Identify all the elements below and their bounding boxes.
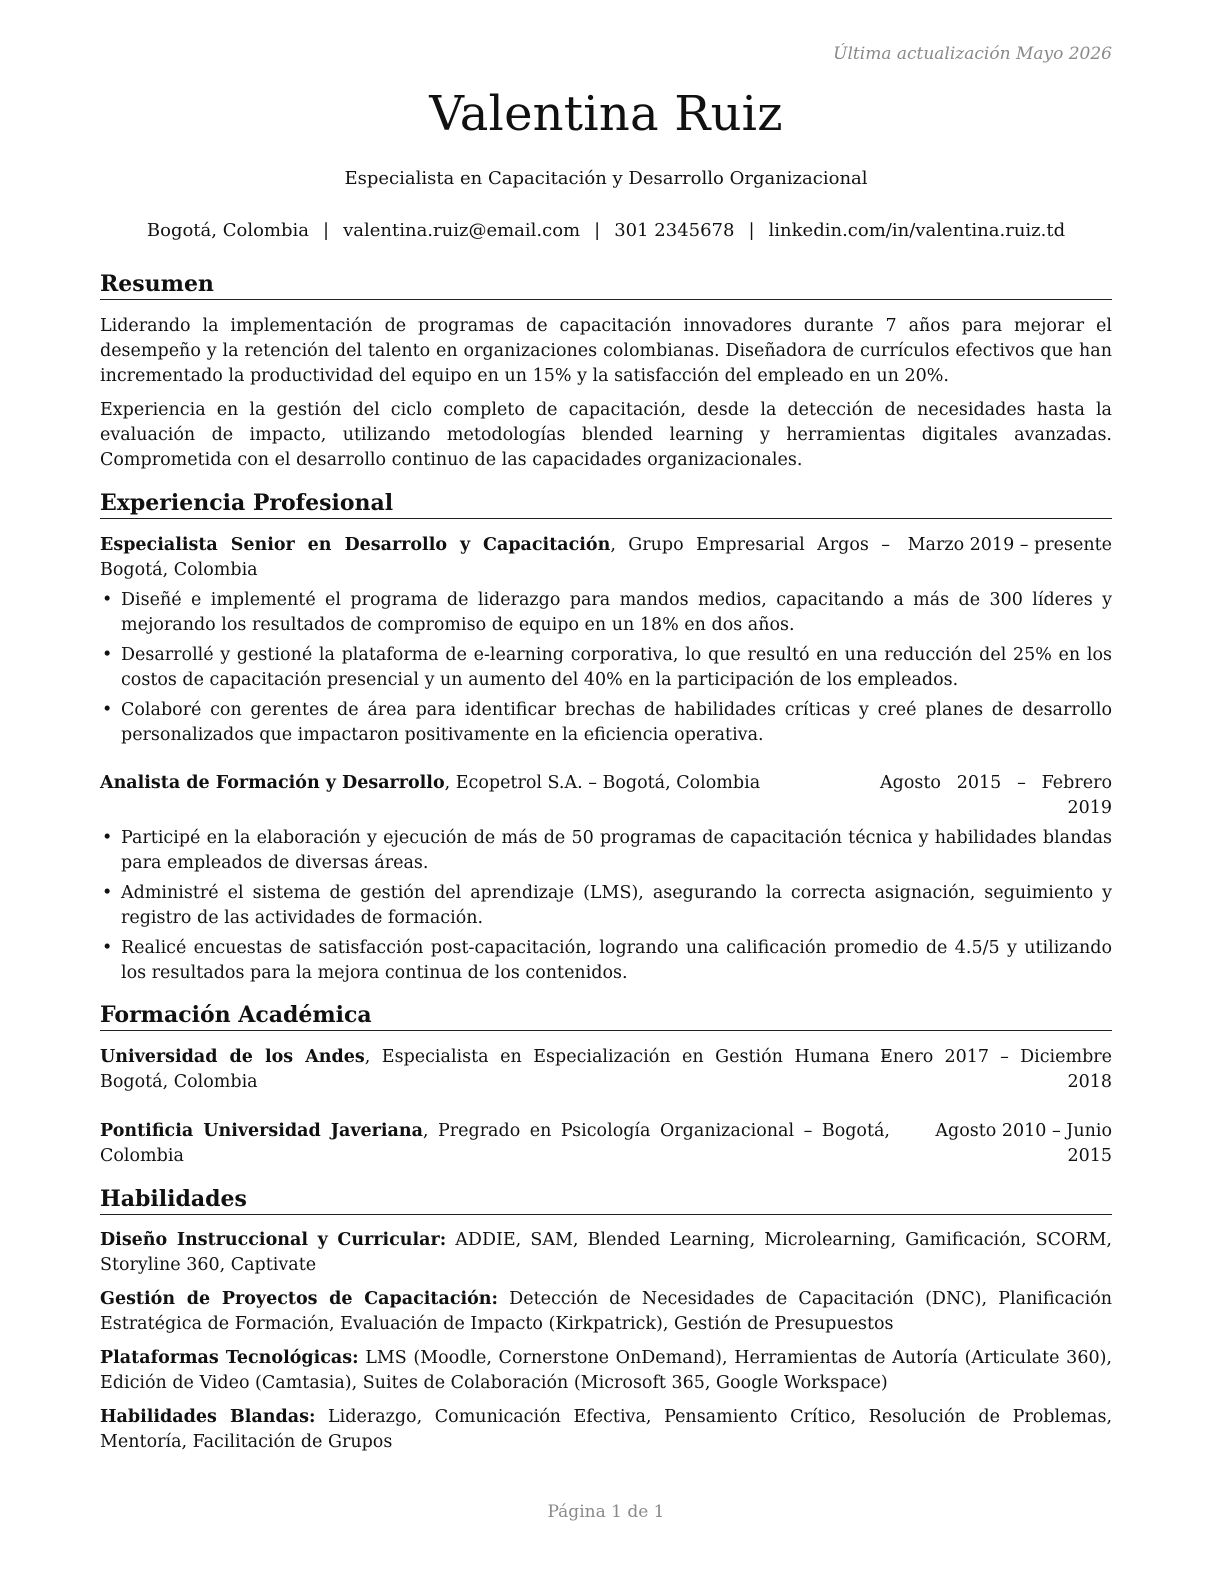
candidate-name: Valentina Ruiz: [429, 86, 783, 142]
skill-label: Gestión de Proyectos de Capacitación:: [100, 1289, 498, 1309]
list-item: • Realicé encuestas de satisfacción post-capacitación, logrando una calificación promedio de 4.5/5 y utilizando los resultados para la mejora continua de los contenidos.: [102, 938, 1112, 983]
skill-label: Diseño Instruccional y Curricular:: [100, 1230, 447, 1250]
section-heading-summary: Resumen: [100, 271, 1112, 300]
education-institution: Universidad de los Andes: [100, 1047, 365, 1067]
bullet-icon: •: [102, 590, 113, 610]
education-dates: Enero 2017 – Diciembre 2018: [880, 1047, 1112, 1092]
list-item: • Diseñé e implementé el programa de liderazgo para mandos medios, capacitando a más de 300 líderes y mejorando los resultados de compromiso de equipo en un 18% en dos años.: [102, 590, 1112, 635]
skill-value: LMS (Moodle, Cornerstone OnDemand), Herramientas de Autoría (Articulate 360), Edición de Video (Camtasia), Suites de Colaboración (Microsoft 365, Google Workspace): [100, 1348, 1112, 1393]
page-number: Página 1 de 1: [547, 1502, 665, 1522]
candidate-title: Especialista en Capacitación y Desarrollo Organizacional: [344, 168, 868, 189]
section-heading-experience: Experiencia Profesional: [100, 490, 1112, 519]
list-item: • Colaboré con gerentes de área para identificar brechas de habilidades críticas y creé planes de desarrollo personalizados que impactaron positivamente en la eficiencia operativa.: [102, 700, 1112, 745]
summary-paragraph: Liderando la implementación de programas de capacitación innovadores durante 7 años para mejorar el desempeño y la retención del talento en organizaciones colombianas. Diseñadora de currículos efectivos que han incrementado la productividad del equipo en un 15% y la satisfacción del empleado en un 20%.: [100, 316, 1112, 386]
education-title-line: [100, 1119, 890, 1169]
job-role: Analista de Formación y Desarrollo: [100, 773, 445, 793]
skill-label: Habilidades Blandas:: [100, 1407, 316, 1427]
bullet-icon: •: [102, 700, 113, 720]
skill-item: [100, 1228, 1112, 1278]
job-bullets: [100, 826, 1112, 991]
education-detail: , Especialista en Especialización en Gestión Humana – Bogotá, Colombia: [100, 1047, 890, 1092]
job-company: , Grupo Empresarial Argos – Bogotá, Colombia: [100, 535, 891, 580]
contact-line: [100, 220, 1112, 241]
contact-location: Bogotá, Colombia: [146, 220, 309, 241]
job-bullets: [100, 588, 1112, 753]
list-item: • Administré el sistema de gestión del aprendizaje (LMS), asegurando la correcta asignación, seguimiento y registro de las actividades de formación.: [102, 883, 1112, 928]
bullet-icon: •: [102, 938, 113, 958]
skill-value: Liderazgo, Comunicación Efectiva, Pensamiento Crítico, Resolución de Problemas, Mentoría, Facilitación de Grupos: [100, 1407, 1113, 1452]
job-company: , Ecopetrol S.A. – Bogotá, Colombia: [444, 773, 761, 793]
job-dates: Agosto 2015 – Febrero 2019: [880, 773, 1112, 818]
education-detail: , Pregrado en Psicología Organizacional – Bogotá, Colombia: [100, 1121, 890, 1166]
contact-separator: |: [748, 220, 755, 241]
education-title-line: [100, 1045, 890, 1095]
last-updated: Última actualización Mayo 2026: [833, 44, 1112, 64]
contact-email[interactable]: valentina.ruiz@email.com: [343, 220, 581, 241]
skill-label: Plataformas Tecnológicas:: [100, 1348, 359, 1368]
education-dates: Agosto 2010 – Junio 2015: [935, 1121, 1112, 1166]
contact-phone: 301 2345678: [614, 220, 735, 241]
job-dates: Marzo 2019 – presente: [907, 535, 1112, 555]
job-title-line: [100, 533, 890, 583]
bullet-icon: •: [102, 828, 113, 848]
summary-paragraph: Experiencia en la gestión del ciclo completo de capacitación, desde la detección de necesidades hasta la evaluación de impacto, utilizando metodologías blended learning y herramientas digitales avanzadas. Comprometida con el desarrollo continuo de las capacidades organizacionales.: [100, 400, 1112, 470]
resume-page: [100, 0, 1112, 1584]
skill-item: [100, 1287, 1112, 1337]
job-role: Especialista Senior en Desarrollo y Capacitación: [100, 535, 611, 555]
list-item: • Desarrollé y gestioné la plataforma de e-learning corporativa, lo que resultó en una reducción del 25% en los costos de capacitación presencial y un aumento del 40% en la participación de los empleados.: [102, 645, 1112, 690]
section-heading-education: Formación Académica: [100, 1002, 1112, 1031]
contact-separator: |: [323, 220, 330, 241]
bullet-icon: •: [102, 883, 113, 903]
education-institution: Pontificia Universidad Javeriana: [100, 1121, 423, 1141]
list-item: • Participé en la elaboración y ejecución de más de 50 programas de capacitación técnica y habilidades blandas para empleados de diversas áreas.: [102, 828, 1112, 873]
contact-linkedin[interactable]: linkedin.com/in/valentina.ruiz.td: [768, 220, 1066, 241]
skill-item: [100, 1405, 1112, 1455]
skill-item: [100, 1346, 1112, 1396]
skill-value: Detección de Necesidades de Capacitación (DNC), Planificación Estratégica de Formación, Evaluación de Impacto (Kirkpatrick), Gestión de Presupuestos: [100, 1289, 1113, 1334]
bullet-icon: •: [102, 645, 113, 665]
job-title-line: [100, 771, 890, 796]
contact-separator: |: [594, 220, 601, 241]
skill-value: ADDIE, SAM, Blended Learning, Microlearning, Gamificación, SCORM, Storyline 360, Captivate: [100, 1230, 1112, 1275]
section-heading-skills: Habilidades: [100, 1186, 1112, 1215]
